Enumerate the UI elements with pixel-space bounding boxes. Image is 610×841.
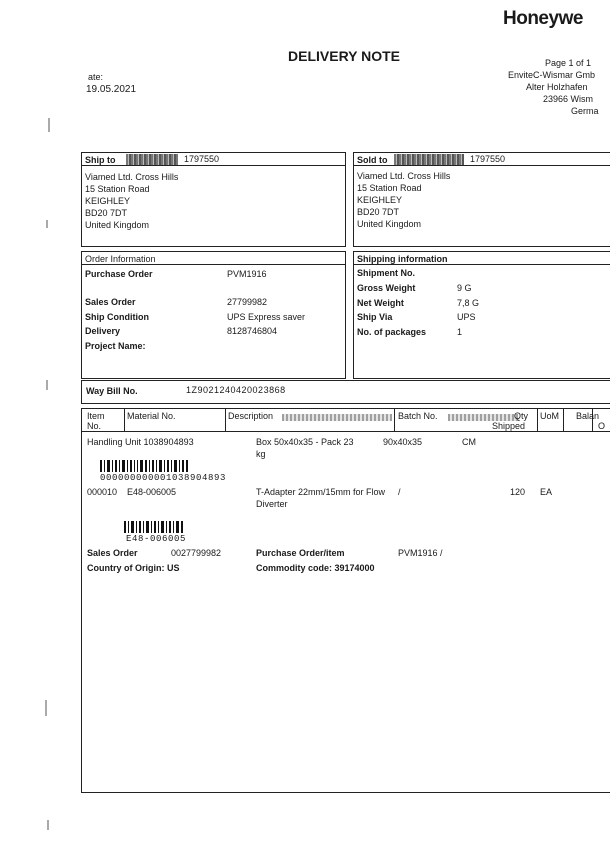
barcode-bar xyxy=(181,521,183,533)
item-sales-order-label: Sales Order xyxy=(87,548,138,558)
sold-to-line-2: 15 Station Road xyxy=(357,183,422,193)
item-sales-order-value: 0027799982 xyxy=(171,548,222,558)
col-divider xyxy=(394,409,395,431)
shipping-info-title: Shipping information xyxy=(357,254,448,264)
redaction-stamp xyxy=(394,154,464,165)
sender-line-1: EnviteC-Wismar Gmb xyxy=(508,70,596,80)
ship-condition-label: Ship Condition xyxy=(85,312,149,322)
sold-to-number: 1797550 xyxy=(470,154,506,164)
items-table-header xyxy=(81,408,610,432)
barcode-bar xyxy=(140,460,143,472)
scan-mark xyxy=(46,220,48,228)
country-of-origin: Country of Origin: US xyxy=(87,563,180,573)
col-divider xyxy=(563,409,564,431)
barcode-bar xyxy=(122,460,125,472)
item-qty: 120 xyxy=(510,487,526,497)
purchase-order-value: PVM1916 xyxy=(227,269,267,279)
barcode-bar xyxy=(146,521,149,533)
barcode-bar xyxy=(115,460,117,472)
company-logo: Honeywe xyxy=(503,8,583,29)
barcode-bar xyxy=(173,521,174,533)
ship-to-box xyxy=(81,152,346,247)
sender-line-4: Germa xyxy=(571,106,599,116)
item-description-cont: Diverter xyxy=(256,499,288,509)
sold-to-line-1: Viamed Ltd. Cross Hills xyxy=(357,171,451,181)
handling-unit-box: Box 50x40x35 - Pack 23 xyxy=(256,437,354,447)
barcode-bar xyxy=(182,460,184,472)
item-batch: / xyxy=(398,487,401,497)
col-item-header: Item xyxy=(87,411,105,421)
barcode-bar xyxy=(134,460,135,472)
sold-to-line-4: BD20 7DT xyxy=(357,207,400,217)
barcode-bar xyxy=(149,460,150,472)
sold-to-box xyxy=(353,152,610,247)
barcode-bar xyxy=(119,460,120,472)
ship-to-number: 1797550 xyxy=(184,154,220,164)
barcode-bar xyxy=(164,460,165,472)
barcode-bar xyxy=(143,521,144,533)
item-number: 000010 xyxy=(87,487,118,497)
handling-unit-box-cont: kg xyxy=(256,449,266,459)
sold-to-label: Sold to xyxy=(357,155,388,165)
date-label: ate: xyxy=(88,72,104,82)
col-divider xyxy=(124,409,125,431)
scan-mark xyxy=(47,820,49,830)
barcode-bar xyxy=(131,521,134,533)
net-weight-value: 7,8 G xyxy=(457,298,480,308)
handling-unit-barcode xyxy=(100,460,190,472)
barcode-bar xyxy=(151,521,152,533)
gross-weight-label: Gross Weight xyxy=(357,283,416,293)
col-material-header: Material No. xyxy=(127,411,176,421)
document-title: DELIVERY NOTE xyxy=(288,48,401,64)
barcode-bar xyxy=(107,460,110,472)
barcode-bar xyxy=(139,521,141,533)
item-uom: EA xyxy=(540,487,553,497)
barcode-bar xyxy=(104,460,105,472)
barcode-bar xyxy=(179,460,180,472)
ship-to-line-1: Viamed Ltd. Cross Hills xyxy=(85,172,179,182)
barcode-bar xyxy=(128,521,129,533)
order-info-title: Order Information xyxy=(85,254,156,264)
col-divider xyxy=(537,409,538,431)
barcode-bar xyxy=(156,460,157,472)
barcode-bar xyxy=(158,521,159,533)
barcode-bar xyxy=(127,460,128,472)
delivery-value: 8128746804 xyxy=(227,326,278,336)
page-indicator: Page 1 of 1 xyxy=(545,58,592,68)
scan-mark xyxy=(45,700,47,716)
sales-order-label: Sales Order xyxy=(85,297,136,307)
item-po-label: Purchase Order/item xyxy=(256,548,345,558)
barcode-bar xyxy=(112,460,113,472)
barcode-bar xyxy=(159,460,162,472)
packages-label: No. of packages xyxy=(357,327,427,337)
barcode-bar xyxy=(130,460,132,472)
item-description: T-Adapter 22mm/15mm for Flow xyxy=(256,487,386,497)
shipping-info-box xyxy=(353,251,610,379)
col-batch-header: Batch No. xyxy=(398,411,438,421)
col-balance-header-2: O xyxy=(598,421,606,431)
waybill-value: 1Z9021240420023868 xyxy=(186,385,286,395)
barcode-bar xyxy=(186,460,188,472)
sender-line-3: 23966 Wism xyxy=(543,94,594,104)
barcode-bar xyxy=(176,521,179,533)
barcode-bar xyxy=(137,460,138,472)
col-qty-header-2: Shipped xyxy=(492,421,526,431)
ship-to-label: Ship to xyxy=(85,155,116,165)
ship-condition-value: UPS Express saver xyxy=(227,312,306,322)
gross-weight-value: 9 G xyxy=(457,283,472,293)
scan-noise xyxy=(282,414,392,421)
commodity-code: Commodity code: 39174000 xyxy=(256,563,375,573)
project-name-label: Project Name: xyxy=(85,341,146,351)
ship-to-line-4: BD20 7DT xyxy=(85,208,128,218)
page-frame-bottom xyxy=(81,792,610,793)
col-description-header: Description xyxy=(228,411,274,421)
col-item-header-2: No. xyxy=(87,421,102,431)
net-weight-label: Net Weight xyxy=(357,298,404,308)
scan-mark xyxy=(48,118,50,132)
col-uom-header: UoM xyxy=(540,411,560,421)
item-barcode xyxy=(124,521,184,533)
sold-to-line-3: KEIGHLEY xyxy=(357,195,403,205)
barcode-bar xyxy=(136,521,137,533)
delivery-label: Delivery xyxy=(85,326,121,336)
shipment-no-label: Shipment No. xyxy=(357,268,415,278)
handling-unit-uom: CM xyxy=(462,437,476,447)
barcode-bar xyxy=(161,521,164,533)
barcode-bar xyxy=(145,460,147,472)
barcode-bar xyxy=(167,460,169,472)
ship-to-line-2: 15 Station Road xyxy=(85,184,150,194)
ship-via-value: UPS xyxy=(457,312,476,322)
redaction-stamp xyxy=(126,154,178,165)
barcode-bar xyxy=(169,521,171,533)
barcode-bar xyxy=(124,521,126,533)
barcode-bar xyxy=(100,460,102,472)
date-value: 19.05.2021 xyxy=(86,84,137,95)
sales-order-value: 27799982 xyxy=(227,297,268,307)
item-barcode-text: E48-006005 xyxy=(126,534,187,544)
ship-to-line-3: KEIGHLEY xyxy=(85,196,131,206)
ship-to-line-5: United Kingdom xyxy=(85,220,150,230)
order-info-box xyxy=(81,251,346,379)
barcode-bar xyxy=(152,460,154,472)
ship-via-label: Ship Via xyxy=(357,312,393,322)
purchase-order-label: Purchase Order xyxy=(85,269,153,279)
barcode-bar xyxy=(166,521,167,533)
handling-unit-label: Handling Unit 1038904893 xyxy=(87,437,194,447)
waybill-box xyxy=(81,380,610,404)
packages-value: 1 xyxy=(457,327,463,337)
item-material: E48-006005 xyxy=(127,487,177,497)
barcode-bar xyxy=(154,521,156,533)
sender-line-2: Alter Holzhafen xyxy=(526,82,588,92)
col-qty-header: Qty xyxy=(514,411,529,421)
handling-unit-barcode-text: 000000000001038904893 xyxy=(100,473,227,483)
item-po-value: PVM1916 / xyxy=(398,548,443,558)
barcode-bar xyxy=(171,460,172,472)
handling-unit-dims: 90x40x35 xyxy=(383,437,423,447)
scan-noise xyxy=(448,414,518,421)
col-balance-header: Balan xyxy=(576,411,600,421)
sold-to-line-5: United Kingdom xyxy=(357,219,422,229)
scan-mark xyxy=(46,380,48,390)
waybill-label: Way Bill No. xyxy=(86,386,138,396)
col-divider xyxy=(225,409,226,431)
page-frame-left xyxy=(81,432,82,793)
barcode-bar xyxy=(174,460,177,472)
